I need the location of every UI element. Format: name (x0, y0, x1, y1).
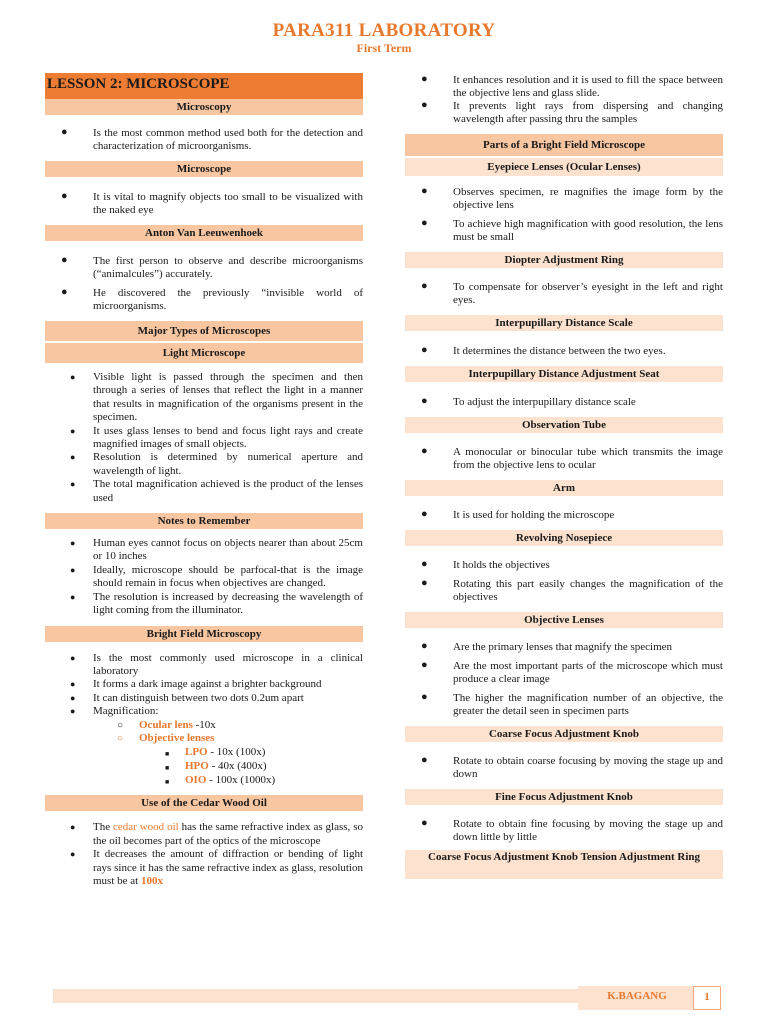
hpo-item: ■ HPO - 40x (400x) (45, 759, 363, 773)
list-item: ● To achieve high magnification with good resolution, the lens must be small (421, 217, 723, 243)
list-item: ● Rotating this part easily changes the magnification of the objectives (421, 577, 723, 603)
list-item: ● The resolution is increased by decreasing the wavelength of light coming from the illuminator. (70, 590, 363, 617)
notes-list (45, 537, 363, 617)
list-item: ● The higher the magnification number of an objective, the greater the detail seen in specimen parts (421, 691, 723, 717)
observation-tube-list (405, 446, 723, 472)
list-item: ● It determines the distance between the two eyes. (421, 344, 666, 357)
footer-author: K.BAGANG (578, 986, 696, 1010)
list-item: ● Resolution is determined by numerical aperture and wavelength of light. (70, 451, 363, 477)
section-fine-focus: Fine Focus Adjustment Knob (405, 789, 723, 805)
section-observation-tube: Observation Tube (405, 417, 723, 433)
right-column (405, 74, 723, 879)
list-item: ● It enhances resolution and it is used to fill the space between the objective lens and glass slide. (421, 73, 723, 99)
list-item: ● Ideally, microscope should be parfocal-that is the image should remain in focus when objectives are changed. (70, 563, 363, 590)
section-microscopy: Microscopy (45, 99, 363, 115)
section-nosepiece: Revolving Nosepiece (405, 530, 723, 546)
list-item: ● It is vital to magnify objects too small to be visualized with the naked eye (61, 190, 363, 216)
square-bullet-icon: ■ (165, 778, 170, 787)
section-microscope: Microscope (45, 161, 363, 177)
list-item: ● To compensate for observer’s eyesight in the left and right eyes. (421, 280, 723, 306)
square-bullet-icon: ■ (165, 750, 170, 759)
list-item: ● Magnification: (70, 705, 159, 718)
page-subtitle: First Term (356, 41, 412, 55)
leeuwenhoek-list (45, 255, 363, 313)
list-item: ● The total magnification achieved is the product of the lenses used (70, 478, 363, 504)
square-bullet-icon: ■ (165, 764, 170, 773)
fine-focus-list (405, 818, 723, 844)
list-item: ● To adjust the interpupillary distance scale (421, 395, 636, 408)
section-cedar-oil: Use of the Cedar Wood Oil (45, 795, 363, 811)
list-item: ● It is used for holding the microscope (421, 508, 615, 521)
cedar-oil-list (45, 821, 363, 888)
list-item: ● Is the most commonly used microscope in a clinical laboratory (70, 651, 363, 677)
eyepiece-list (405, 186, 723, 244)
lpo-item: ■ LPO - 10x (100x) (45, 745, 363, 759)
section-tension-ring: Coarse Focus Adjustment Knob Tension Adjustment Ring (405, 850, 723, 879)
left-column (45, 73, 363, 888)
section-arm: Arm (405, 480, 723, 496)
section-major-types: Major Types of Microscopes (45, 321, 363, 341)
section-parts: Parts of a Bright Field Microscope (405, 134, 723, 156)
section-light-microscope: Light Microscope (45, 343, 363, 363)
cedar-continued-list (405, 74, 723, 126)
section-ipd-seat: Interpupillary Distance Adjustment Seat (405, 366, 723, 382)
list-item: ● Visible light is passed through the specimen and then through a series of lenses that reflect the light in a manner that results in magnification of the organisms present in the specimen. (70, 371, 363, 424)
nosepiece-list (405, 559, 723, 604)
list-item: ● Human eyes cannot focus on objects nearer than about 25cm or 10 inches (70, 537, 363, 563)
page-number: 1 (693, 986, 721, 1010)
list-item: ● Are the primary lenses that magnify the specimen (421, 640, 673, 653)
lesson-heading: LESSON 2: MICROSCOPE (45, 73, 363, 99)
section-notes: Notes to Remember (45, 513, 363, 529)
objective-lenses-item: ○ Objective lenses (117, 731, 215, 744)
list-item: ● It holds the objectives (421, 558, 550, 571)
ipd-seat-list (405, 396, 723, 409)
section-ipd-scale: Interpupillary Distance Scale (405, 315, 723, 331)
objective-lenses-list (405, 641, 723, 718)
ocular-lens-item: ○ Ocular lens -10x (117, 718, 216, 731)
light-microscope-list (45, 371, 363, 505)
section-eyepiece: Eyepiece Lenses (Ocular Lenses) (405, 158, 723, 176)
list-item: ● It uses glass lenses to bend and focus light rays and create magnified images of small objects. (70, 424, 363, 451)
list-item: ● Observes specimen, re magnifies the image form by the objective lens (421, 185, 723, 211)
coarse-focus-list (405, 755, 723, 781)
list-item: ● The first person to observe and describe microorganisms (“animalcules”) accurately. (61, 254, 363, 280)
section-diopter: Diopter Adjustment Ring (405, 252, 723, 268)
list-item: ● Is the most common method used both for the detection and characterization of microorganisms. (61, 126, 363, 152)
microscopy-list (45, 127, 363, 153)
section-objective-lenses: Objective Lenses (405, 612, 723, 628)
list-item: ● It forms a dark image against a brighter background (70, 678, 322, 691)
arm-list (405, 509, 723, 522)
section-bright-field: Bright Field Microscopy (45, 626, 363, 642)
list-item: ● It prevents light rays from dispersing and changing wavelength after passing thru the samples (421, 99, 723, 125)
bright-field-list (45, 652, 363, 719)
ipd-scale-list (405, 345, 723, 358)
section-leeuwenhoek: Anton Van Leeuwenhoek (45, 225, 363, 241)
diopter-list (405, 281, 723, 307)
list-item: ● It decreases the amount of diffraction or bending of light rays since it has the same refractive index as glass, resolution must be at 100x (70, 848, 363, 887)
circle-bullet-icon: ○ (117, 719, 124, 731)
list-item: ● A monocular or binocular tube which transmits the image from the objective lens to ocular (421, 445, 723, 471)
list-item: ● The cedar wood oil has the same refractive index as glass, so the oil becomes part of the optics of the microscope (70, 821, 363, 847)
list-item: ● Rotate to obtain fine focusing by moving the stage up and down little by little (421, 817, 723, 843)
oio-item: ■ OIO - 100x (1000x) (45, 773, 363, 787)
circle-bullet-icon: ○ (117, 732, 124, 744)
section-coarse-focus: Coarse Focus Adjustment Knob (405, 726, 723, 742)
page-title: PARA311 LABORATORY (272, 20, 496, 41)
microscope-list (45, 191, 363, 217)
list-item: ● He discovered the previously “invisible world of microorganisms. (61, 286, 363, 312)
list-item: ● Are the most important parts of the microscope which must produce a clear image (421, 659, 723, 685)
list-item: ● Rotate to obtain coarse focusing by moving the stage up and down (421, 754, 723, 780)
list-item: ● It can distinguish between two dots 0.2um apart (70, 691, 304, 704)
